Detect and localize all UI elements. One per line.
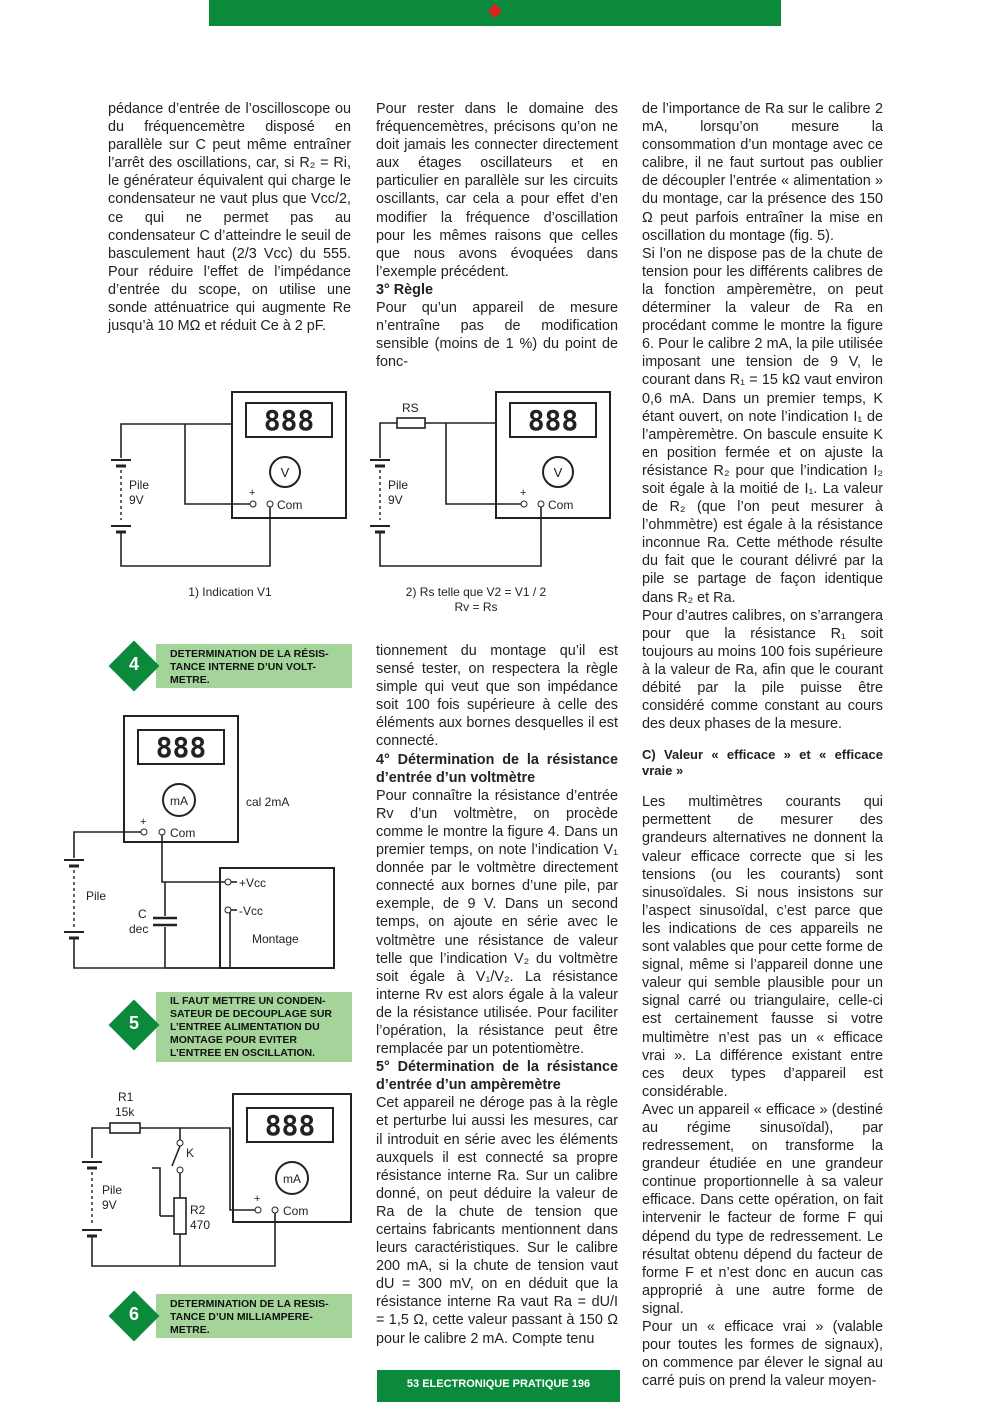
col2-paragraph-5: Cet appareil ne déroge pas à la règle et perturbe lui aussi les mesures, car il introduit en série avec les éléments auxquels il est connecté sa propre résistance interne Ra. Sur un calibre donné, on peut déduire la valeur de Ra de la chute de tension que certains fabricants mentionnent dans leurs caractéristiques. Sur le calibre 200 mA, si la chute de tension vaut dU = 300 mV, on en déduit que la résistance interne Ra vaut Ra = dU/I = 1,5 Ω, cette valeur passant à 150 Ω pour le calibre 2 mA. Compte tenu (376, 1095, 618, 1347)
r1-value-label: 15k (115, 1105, 135, 1119)
voltage-label: 9V (102, 1198, 117, 1212)
voltage-label: 9V (129, 493, 144, 507)
com-terminal-label: Com (548, 498, 574, 512)
col3-heading-efficace: C) Valeur « efficace » et « efficace vraie » (642, 747, 883, 779)
col1-paragraph: pédance d’entrée de l’oscilloscope ou du fréquencemètre disposé en parallèle sur C peut même entraîner l’arrêt des oscillations, car, si R₂ = Ri, le générateur équivalent qui charge le condensateur ne vaut plus que Vcc/2, ce qui ne permet pas au condensateur C d’atteindre le seuil de basculement haut (2/3 Vcc) du 555. Pour réduire l’effet de l’impédance d’entrée du scope, on utilise une sonde atténuatrice qui augmente Re jusqu’à 10 MΩ et réduit Ce à 2 pF. (108, 101, 351, 335)
figure-number: 6 (128, 1304, 139, 1324)
com-terminal-label: Com (283, 1204, 309, 1218)
figure-5-title: IL FAUT METTRE UN CONDEN-SATEUR DE DECOUPLAGE SUR L’ENTREE ALIMENTATION DU MONTAGE POUR EVITER L’ENTREE EN OSCILLATION. (170, 995, 332, 1059)
column-3-text (642, 100, 883, 1390)
figure-6-circuit (80, 1088, 360, 1278)
pile-label: Pile (86, 889, 107, 903)
vcc-minus-label: -Vcc (239, 904, 263, 918)
figure-number: 5 (128, 1013, 139, 1033)
col3-paragraph-1: de l’importance de Ra sur le calibre 2 mA, lorsqu’on mesure la consommation d’un montage avec ce calibre, il ne faut surtout pas oublier de découpler l’entrée « alimentation » du montage, car la présence des 150 Ω peut parfois entraîner la mise en oscillation du montage (fig. 5). (642, 101, 883, 244)
col3-paragraph-2: Si l’on ne dispose pas de la chute de tension pour les différents calibres de la fonction ampèremètre, on peut déterminer la valeur de Ra en procédant comme le montre la figure 6. Pour le calibre 2 mA, la pile utilisée imposant une tension de 9 V, le courant dans R₁ = 15 kΩ vaut environ 0,6 mA. Dans un premier temps, K étant ouvert, on note l’indication I₁ de l’ampèremètre. On bascule ensuite K en position fermée et on ajuste la résistance R₂ pour que l’indication I₂ soit égale à la moitié de I₁. La valeur de R₂ (que l’on peut mesurer à l’ohmmètre) est égale à la résistance inconnue Ra. Cette méthode résulte du fait que le courant délivré par la pile se partage de façon identique dans R₂ et Ra. (642, 245, 883, 606)
col3-paragraph-6: Pour un « efficace vrai » (valable pour toutes les formes de signaux), on commence par élever le signal au carré puis on prend la valeur moyen- (642, 1319, 883, 1390)
plus-terminal-label: + (249, 487, 256, 499)
meter-symbol: V (280, 465, 290, 480)
figure-6-banner (108, 1290, 354, 1342)
r2-value-label: 470 (190, 1218, 211, 1232)
montage-label: Montage (252, 932, 299, 946)
r1-label: R1 (118, 1090, 134, 1104)
voltage-label: 9V (388, 493, 403, 507)
meter-symbol: V (553, 465, 563, 480)
switch-k-label: K (186, 1146, 195, 1160)
col3-paragraph-5: Avec un appareil « efficace » (destiné au régime sinusoïdal), par redressement, on transforme la grandeur étudiée en une grandeur continue proportionnelle à sa valeur efficace. Dans cette opération, on fait intervenir le facteur de forme F qui dépend du type de redressement. Le résultat obtenu dépend du facteur de forme F et n’est donc en aucun cas approprié à une autre forme de signal. (642, 1101, 883, 1317)
rs-resistor-label: RS (402, 401, 419, 415)
caliber-label: cal 2mA (246, 795, 290, 809)
col2-heading-regle: 3° Règle (376, 281, 433, 298)
figure-5-circuit (62, 710, 347, 980)
page-footer: 53 ELECTRONIQUE PRATIQUE 196 (377, 1370, 620, 1402)
capacitor-dec-label: dec (129, 922, 149, 936)
col2-paragraph-1: Pour rester dans le domaine des fréquencemètres, précisons qu’on ne doit jamais les connecter directement aux étages oscillateurs et en particulier en parallèle sur les circuits oscillants, car cela a pour effet d’en modifier la fréquence d’oscillation pour les mêmes raisons que celles que nous avons évoquées dans l’exemple précédent. (376, 101, 618, 280)
lcd-display: 888 (155, 731, 207, 764)
figure-number: 4 (128, 654, 139, 674)
lcd-display: 888 (527, 404, 579, 437)
column-1-text (108, 100, 351, 335)
capacitor-label: C (138, 907, 147, 921)
lcd-display: 888 (264, 1109, 316, 1142)
col2-heading-voltmetre: 4° Détermination de la résistance d’entrée d’un voltmètre (376, 751, 618, 786)
figure-1-caption: 1) Indication V1 (188, 585, 272, 599)
col2-heading-amperemetre: 5° Détermination de la résistance d’entrée d’un ampèremètre (376, 1059, 618, 1094)
figure-5-banner (108, 988, 354, 1064)
pile-label: Pile (129, 478, 150, 492)
top-green-bar (209, 0, 781, 26)
col2-paragraph-2: Pour qu’un appareil de mesure n’entraîne pas de modification sensible (moins de 1 %) du point de fonc- (376, 300, 618, 371)
col2-paragraph-4: Pour connaître la résistance d’entrée Rv d’un voltmètre, on procède comme le montre la figure 4. Dans un premier temps, on note l’indication V₁ donnée par le voltmètre directement connecté aux bornes d’une pile, par exemple, de 9 V. Dans un second temps, on ajoute en série avec le voltmètre une résistance de valeur telle que l’indication V₂ du voltmètre soit égale à V₁/V₂. La résistance interne Rv est alors égale à la valeur de la résistance utilisée. Pour faciliter l’opération, la résistance peut être remplacée par un potentiomètre. (376, 787, 618, 1058)
pile-label: Pile (102, 1183, 123, 1197)
vcc-plus-label: +Vcc (239, 876, 267, 890)
figure-6-title: DETERMINATION DE LA RESIS-TANCE D’UN MILLIAMPERE-METRE. (170, 1298, 329, 1336)
figure-2-caption-line-1: 2) Rs telle que V2 = V1 / 2 (405, 585, 547, 599)
r2-label: R2 (190, 1203, 206, 1217)
plus-terminal-label: + (520, 487, 527, 499)
com-terminal-label: Com (170, 826, 196, 840)
meter-symbol: mA (170, 794, 188, 808)
column-2-top-text (376, 100, 618, 371)
figure-4-title: DETERMINATION DE LA RÉSIS-TANCE INTERNE D’UN VOLT-METRE. (170, 648, 329, 686)
red-diamond-marker (488, 4, 502, 18)
figure-4-banner (108, 640, 354, 692)
col3-paragraph-4: Les multimètres courants qui permettent de mesurer des grandeurs alternatives ne donnent la valeur efficace correcte que si les tensions (ou les courants) sont sinusoïdales. Si nous insistons sur l’aspect sinusoïdal, c’est parce que les indications de ces appareils ne sont valables que pour cette forme de signal, même si l’appareil donne une valeur qui semble plausible pour un signal carré ou triangulaire, celle-ci est certainement fausse si votre multimètre n’est pas un « efficace vrai ». La différence existant entre ces deux types d’appareil est considérable. (642, 794, 883, 1100)
plus-terminal-label: + (254, 1193, 261, 1205)
meter-symbol: mA (283, 1172, 301, 1186)
lcd-display: 888 (263, 404, 315, 437)
figure-2-caption-line-2: Rv = Rs (454, 600, 498, 614)
column-2-bottom-text (376, 642, 618, 1348)
pile-label: Pile (388, 478, 409, 492)
figure-1-circuit (105, 388, 355, 588)
col2-paragraph-3: tionnement du montage qu’il est sensé tester, on respectera la règle simple qui veut que son impédance soit 100 fois supérieure à celle des éléments aux bornes desquelles il est connecté. (376, 643, 618, 750)
figure-2-circuit (366, 388, 616, 588)
plus-terminal-label: + (140, 816, 147, 828)
figure-2-caption (396, 585, 556, 615)
com-terminal-label: Com (277, 498, 303, 512)
col3-paragraph-3: Pour d’autres calibres, on s’arrangera pour que la résistance R₁ soit toujours au moins 100 fois supérieure à la valeur de Ra, afin que le courant débité par la pile puisse être considéré comme constant au cours des deux phases de la mesure. (642, 607, 883, 733)
